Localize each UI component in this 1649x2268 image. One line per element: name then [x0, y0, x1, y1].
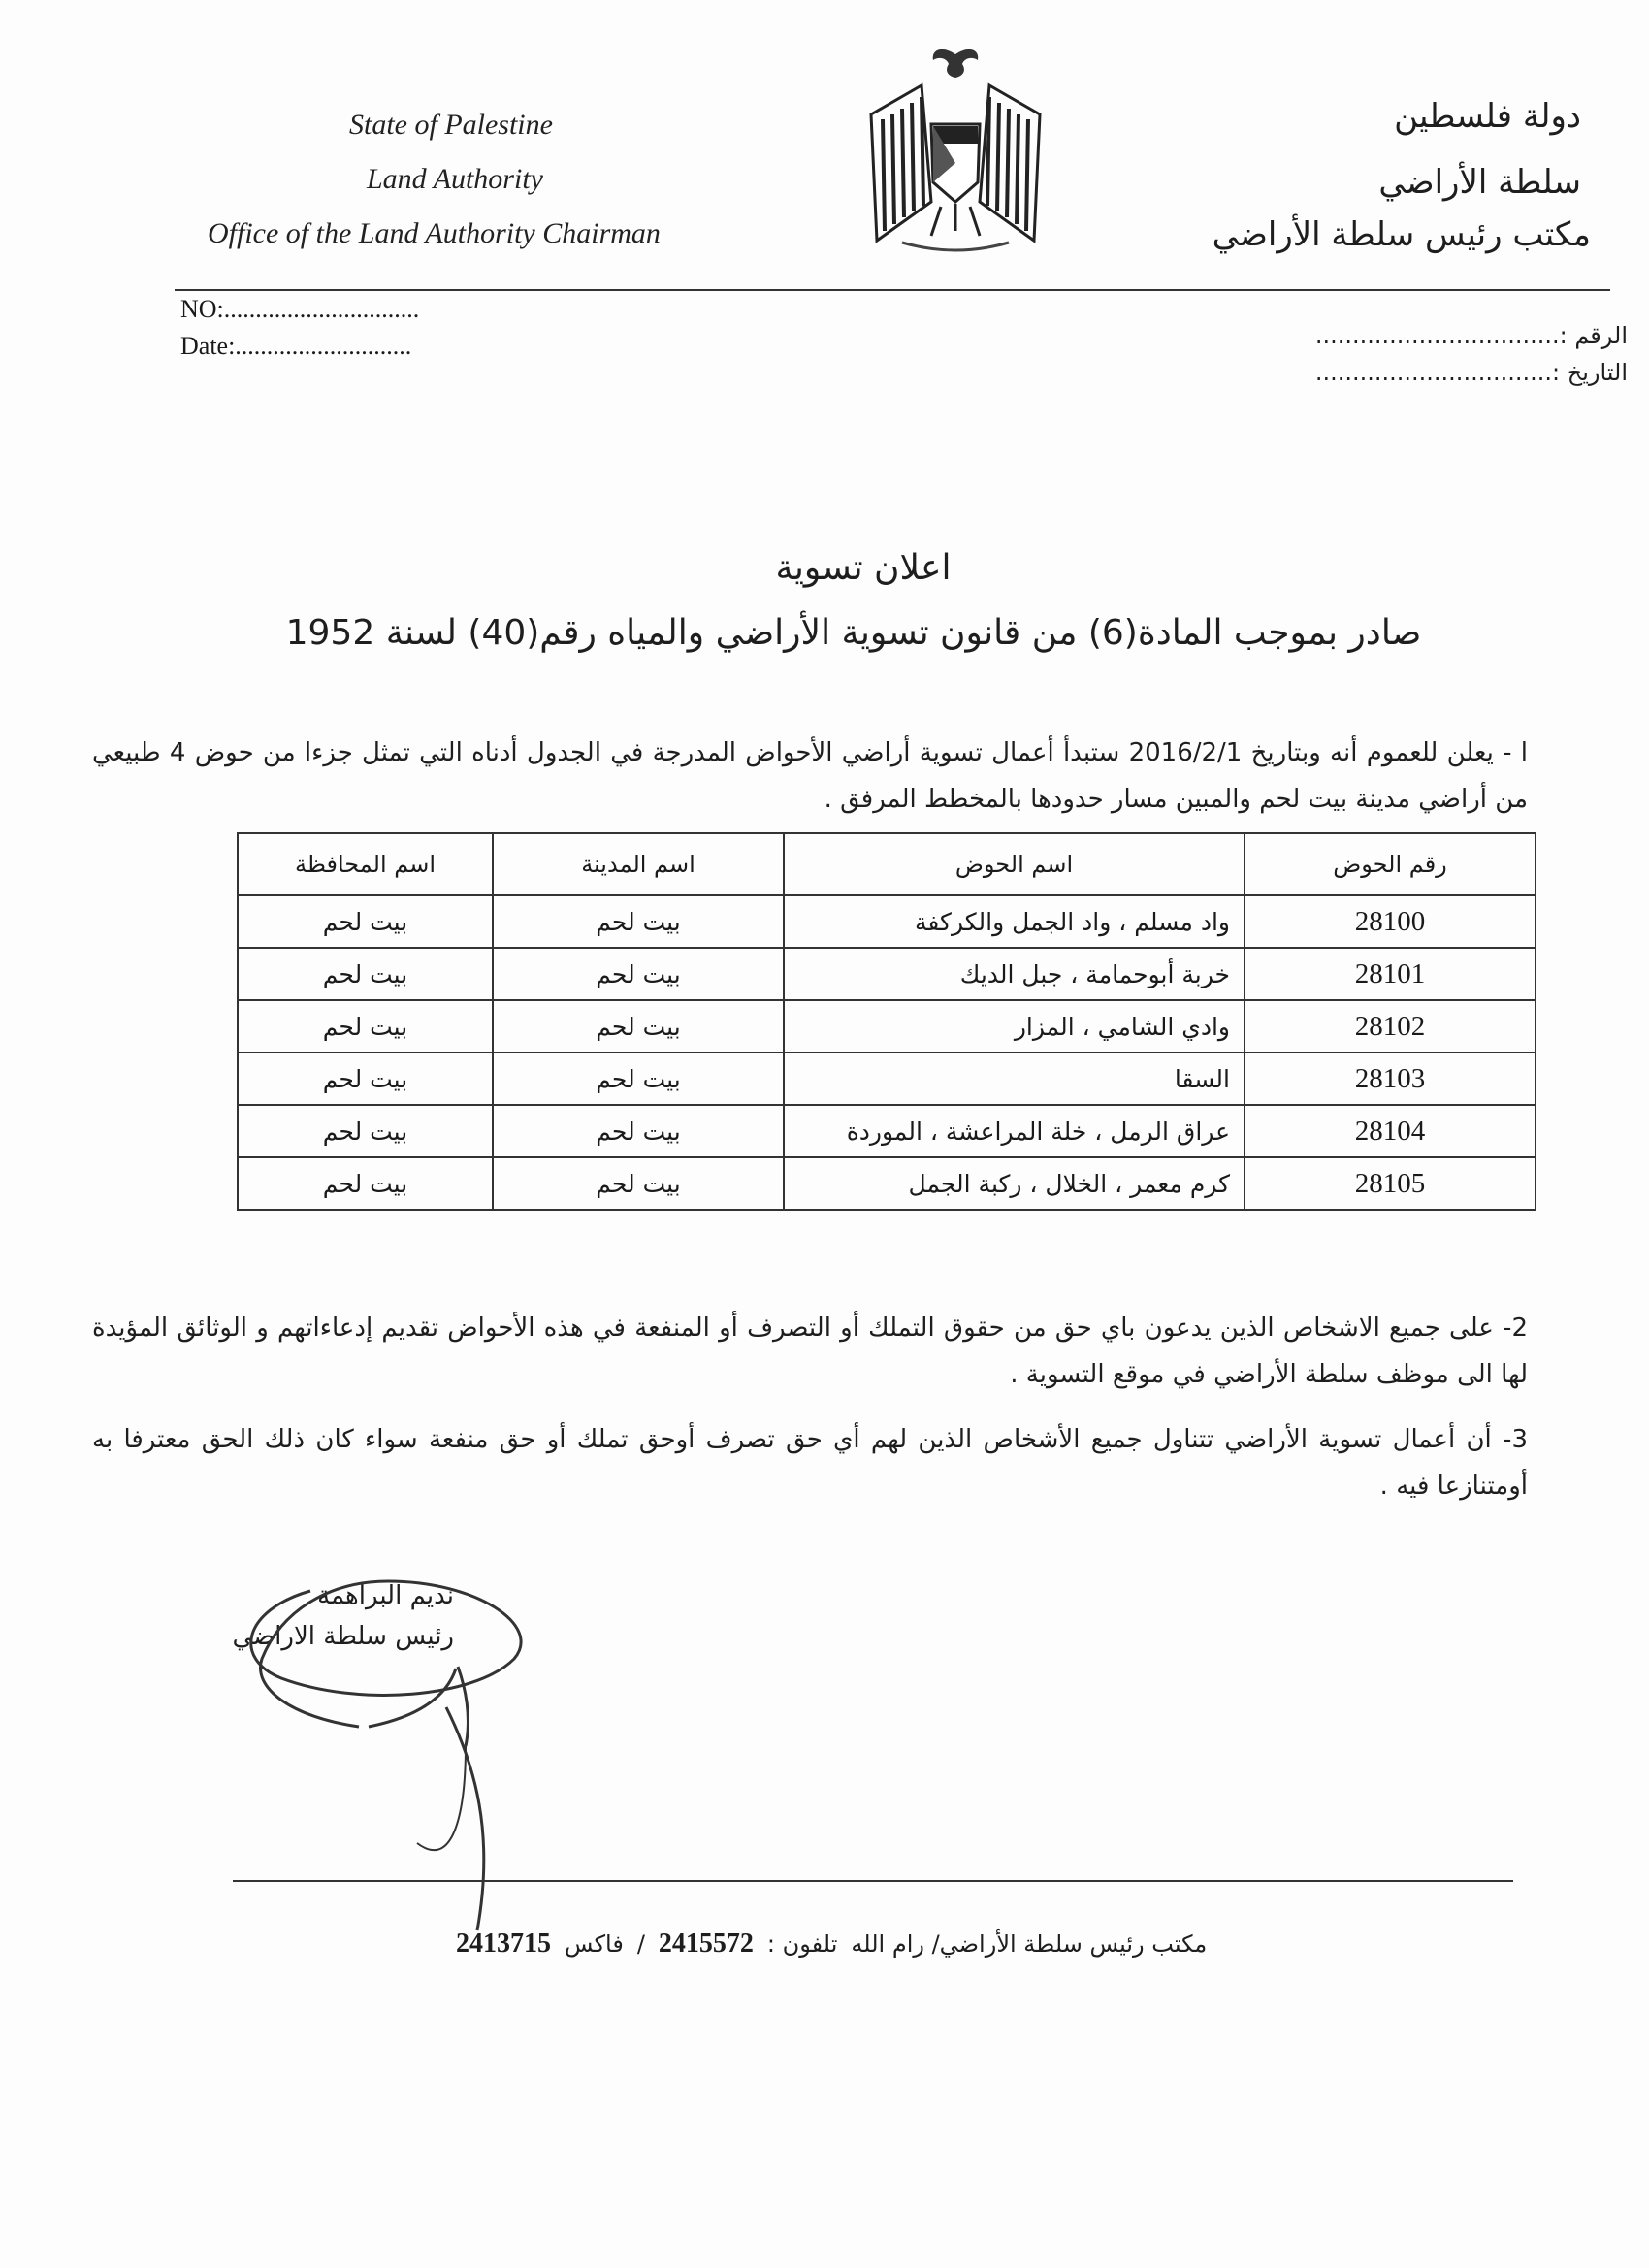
header-divider: [175, 289, 1610, 291]
table-row: [238, 1105, 1536, 1157]
signatory-title: رئيس سلطة الاراضي: [232, 1622, 454, 1651]
basin-name: السقا: [784, 1053, 1245, 1105]
header-basin-number: رقم الحوض: [1245, 833, 1536, 895]
basins-table: [237, 832, 1536, 1211]
footer-fax-label: فاكس: [565, 1930, 624, 1958]
governorate-name: بيت لحم: [238, 1105, 493, 1157]
basin-number: 28104: [1245, 1105, 1536, 1157]
governorate-name: بيت لحم: [238, 1157, 493, 1210]
header-basin-name: اسم الحوض: [784, 833, 1245, 895]
city-name: بيت لحم: [493, 1000, 784, 1053]
basin-number: 28105: [1245, 1157, 1536, 1210]
paragraph-3: 3- أن أعمال تسوية الأراضي تتناول جميع الأشخاص الذين لهم أي حق تصرف أوحق تملك أو حق منفعة سواء كان ذلك الحق معترفا به أومتنازعا فيه .: [92, 1425, 1528, 1501]
governorate-name: بيت لحم: [238, 895, 493, 948]
announcement-title: اعلان تسوية: [775, 548, 952, 588]
table-row: [238, 1000, 1536, 1053]
paragraph-2: 2- على جميع الاشخاص الذين يدعون باي حق من حقوق التملك أو التصرف أو المنفعة في هذه الأحواض تقديم إدعاءاتهم و الوثائق المؤيدة لها الى موظف سلطة الأراضي في موقع التسوية .: [92, 1313, 1528, 1389]
date-field-ar: التاريخ :................................: [1314, 359, 1628, 386]
header-city-name: اسم المدينة: [493, 833, 784, 895]
city-name: بيت لحم: [493, 1053, 784, 1105]
basin-name: خربة أبوحمامة ، جبل الديك: [784, 948, 1245, 1000]
header-governorate-name: اسم المحافظة: [238, 833, 493, 895]
basin-number: 28103: [1245, 1053, 1536, 1105]
footer-divider: [233, 1880, 1513, 1882]
date-field-en: Date:............................: [180, 332, 412, 360]
header-ar-authority: سلطة الأراضي: [1378, 163, 1581, 202]
basin-name: كرم معمر ، الخلال ، ركبة الجمل: [784, 1157, 1245, 1210]
basin-name: واد مسلم ، واد الجمل والكركفة: [784, 895, 1245, 948]
header-en-office: Office of the Land Authority Chairman: [208, 217, 661, 249]
paragraph-1: ا - يعلن للعموم أنه وبتاريخ 2016/2/1 ستبدأ أعمال تسوية أراضي الأحواض المدرجة في الجدول أدناه التي تمثل جزءا من حوض 4 طبيعي من أراضي مدينة بيت لحم والمبين مسار حدودها بالمخطط المرفق .: [92, 738, 1528, 814]
table-row: [238, 948, 1536, 1000]
city-name: بيت لحم: [493, 948, 784, 1000]
governorate-name: بيت لحم: [238, 948, 493, 1000]
table-row: [238, 1157, 1536, 1210]
footer-fax: 2413715: [456, 1928, 551, 1959]
handwritten-signature: [223, 1552, 592, 1940]
header-en-state: State of Palestine: [349, 109, 553, 141]
city-name: بيت لحم: [493, 895, 784, 948]
city-name: بيت لحم: [493, 1157, 784, 1210]
table-row: [238, 1053, 1536, 1105]
city-name: بيت لحم: [493, 1105, 784, 1157]
basin-name: عراق الرمل ، خلة المراعشة ، الموردة: [784, 1105, 1245, 1157]
header-ar-office: مكتب رئيس سلطة الأراضي: [1212, 215, 1591, 254]
table-header-row: [238, 833, 1536, 895]
basin-number: 28101: [1245, 948, 1536, 1000]
header-ar-state: دولة فلسطين: [1394, 97, 1581, 136]
footer-separator: /: [636, 1930, 645, 1958]
basin-name: وادي الشامي ، المزار: [784, 1000, 1245, 1053]
footer-phone: 2415572: [658, 1928, 754, 1959]
palestine-eagle-emblem-icon: [863, 37, 1048, 265]
footer-contact: [456, 1928, 1207, 1960]
no-field-en: NO:...............................: [180, 295, 420, 323]
no-field-ar: الرقم :.................................: [1314, 322, 1628, 349]
table-row: [238, 895, 1536, 948]
announcement-subtitle: صادر بموجب المادة(6) من قانون تسوية الأراضي والمياه رقم(40) لسنة 1952: [285, 613, 1422, 653]
footer-phone-label: تلفون :: [766, 1930, 838, 1958]
governorate-name: بيت لحم: [238, 1000, 493, 1053]
governorate-name: بيت لحم: [238, 1053, 493, 1105]
basin-number: 28102: [1245, 1000, 1536, 1053]
signatory-name: نديم البراهمة: [317, 1581, 454, 1610]
footer-office: مكتب رئيس سلطة الأراضي/ رام الله: [851, 1930, 1208, 1958]
header-en-authority: Land Authority: [367, 163, 543, 195]
basin-number: 28100: [1245, 895, 1536, 948]
